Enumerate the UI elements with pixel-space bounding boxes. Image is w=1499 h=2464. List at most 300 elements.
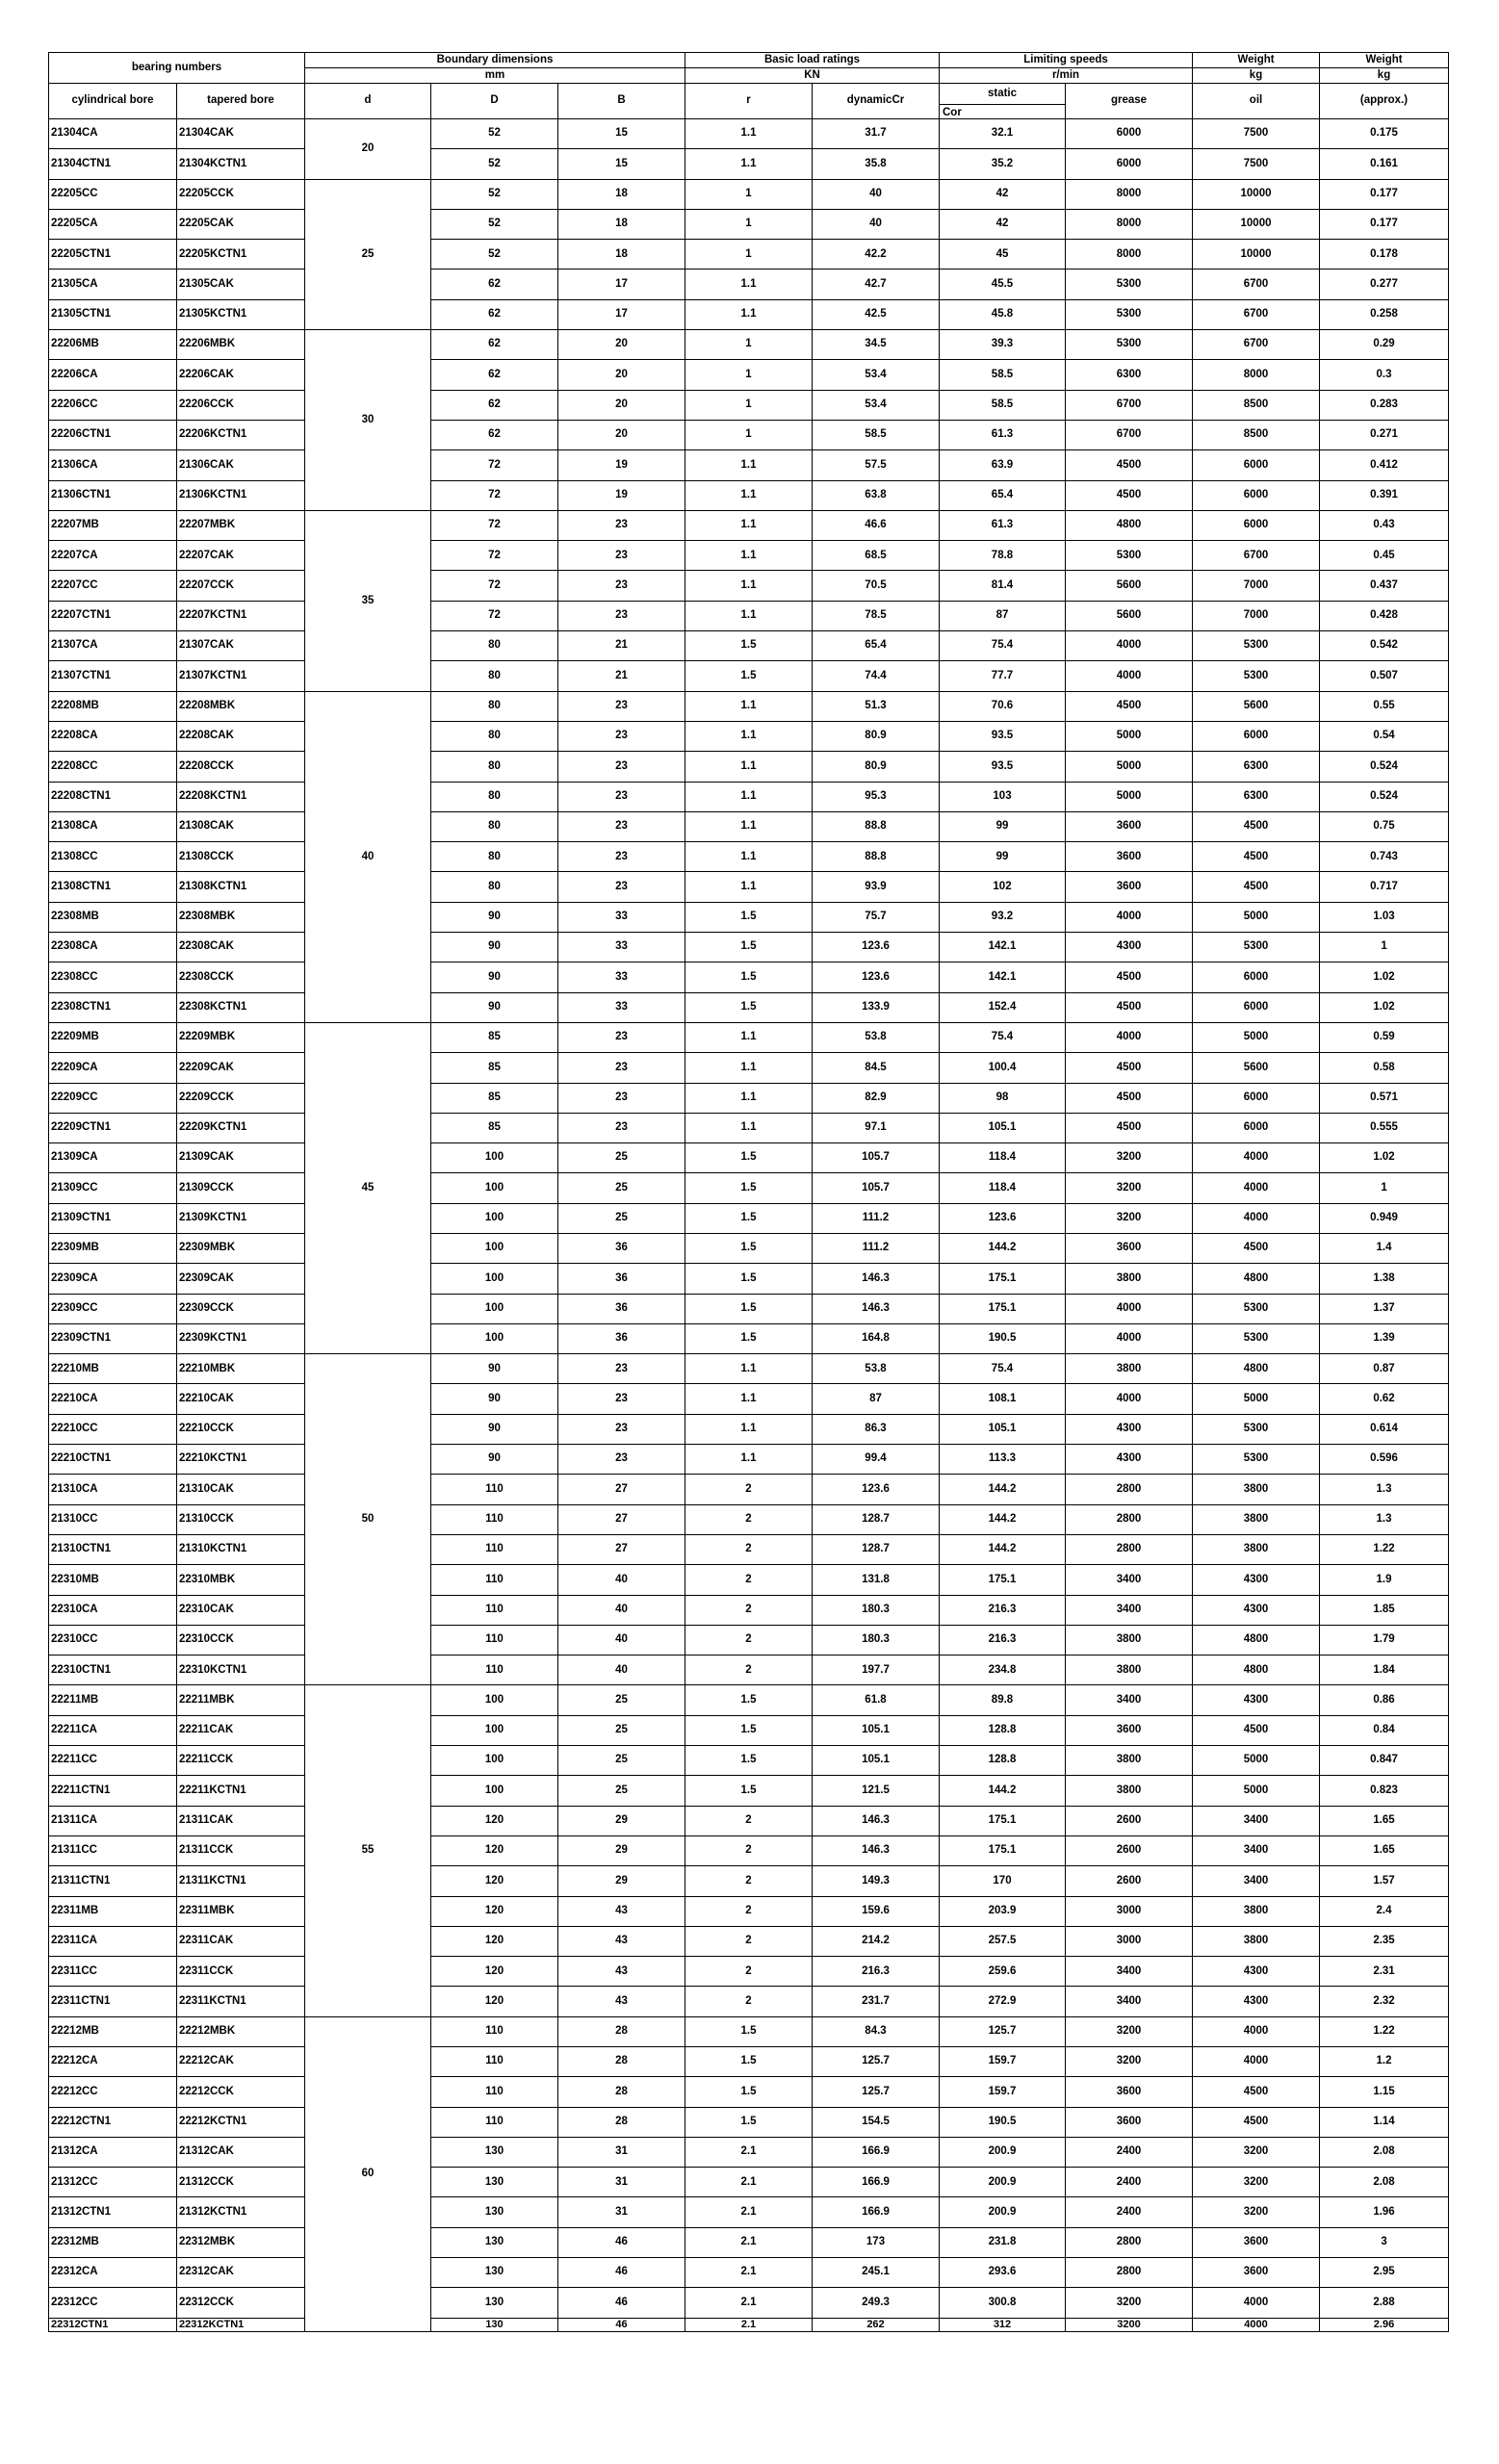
header-limiting-speeds: Limiting speeds <box>940 53 1193 68</box>
cell-chamfer-r: 1.1 <box>685 510 813 540</box>
cell-tapered-bore: 21305KCTN1 <box>177 299 305 329</box>
cell-oil-speed: 4800 <box>1193 1354 1320 1384</box>
cell-weight: 1.84 <box>1320 1656 1449 1685</box>
cell-outer-diameter: 100 <box>431 1203 558 1233</box>
cell-static-cor: 99 <box>940 811 1066 841</box>
cell-outer-diameter: 120 <box>431 1866 558 1896</box>
cell-oil-speed: 3800 <box>1193 1926 1320 1956</box>
cell-outer-diameter: 100 <box>431 1715 558 1745</box>
table-row <box>49 842 1449 872</box>
cell-static-cor: 39.3 <box>940 330 1066 360</box>
cell-outer-diameter: 100 <box>431 1143 558 1173</box>
cell-outer-diameter: 110 <box>431 1504 558 1534</box>
cell-oil-speed: 4300 <box>1193 1565 1320 1595</box>
cell-outer-diameter: 130 <box>431 2258 558 2288</box>
cell-cylindrical-bore: 21304CTN1 <box>49 149 177 179</box>
cell-outer-diameter: 85 <box>431 1113 558 1142</box>
cell-weight: 2.08 <box>1320 2137 1449 2167</box>
cell-oil-speed: 6000 <box>1193 962 1320 992</box>
cell-dynamic-cr: 123.6 <box>813 933 940 962</box>
cell-tapered-bore: 21309KCTN1 <box>177 1203 305 1233</box>
cell-static-cor: 32.1 <box>940 119 1066 149</box>
cell-chamfer-r: 1 <box>685 360 813 390</box>
cell-dynamic-cr: 216.3 <box>813 1957 940 1987</box>
cell-static-cor: 58.5 <box>940 360 1066 390</box>
cell-oil-speed: 7500 <box>1193 149 1320 179</box>
cell-static-cor: 312 <box>940 2318 1066 2331</box>
cell-outer-diameter: 110 <box>431 1565 558 1595</box>
cell-weight: 0.555 <box>1320 1113 1449 1142</box>
cell-cylindrical-bore: 22212CC <box>49 2077 177 2107</box>
cell-outer-diameter: 100 <box>431 1264 558 1294</box>
cell-static-cor: 200.9 <box>940 2137 1066 2167</box>
cell-dynamic-cr: 84.3 <box>813 2016 940 2046</box>
cell-width-b: 25 <box>558 1776 685 1806</box>
table-row <box>49 541 1449 571</box>
cell-outer-diameter: 72 <box>431 571 558 601</box>
col-weight-approx: (approx.) <box>1320 84 1449 119</box>
cell-tapered-bore: 21308CAK <box>177 811 305 841</box>
cell-chamfer-r: 1 <box>685 209 813 239</box>
cell-chamfer-r: 2.1 <box>685 2258 813 2288</box>
cell-outer-diameter: 100 <box>431 1173 558 1203</box>
cell-static-cor: 98 <box>940 1083 1066 1113</box>
cell-outer-diameter: 100 <box>431 1746 558 1776</box>
cell-static-cor: 35.2 <box>940 149 1066 179</box>
table-row <box>49 1926 1449 1956</box>
cell-cylindrical-bore: 21309CC <box>49 1173 177 1203</box>
cell-chamfer-r: 2.1 <box>685 2197 813 2227</box>
cell-oil-speed: 5300 <box>1193 1294 1320 1323</box>
cell-tapered-bore: 21312CCK <box>177 2168 305 2197</box>
cell-chamfer-r: 2 <box>685 1957 813 1987</box>
cell-static-cor: 234.8 <box>940 1656 1066 1685</box>
cell-dynamic-cr: 74.4 <box>813 661 940 691</box>
cell-static-cor: 108.1 <box>940 1384 1066 1414</box>
cell-chamfer-r: 1.1 <box>685 571 813 601</box>
cell-weight: 0.614 <box>1320 1414 1449 1444</box>
cell-dynamic-cr: 80.9 <box>813 721 940 751</box>
cell-dynamic-cr: 31.7 <box>813 119 940 149</box>
cell-dynamic-cr: 88.8 <box>813 842 940 872</box>
cell-cylindrical-bore: 21309CTN1 <box>49 1203 177 1233</box>
cell-outer-diameter: 90 <box>431 902 558 932</box>
cell-cylindrical-bore: 22206CA <box>49 360 177 390</box>
cell-dynamic-cr: 164.8 <box>813 1323 940 1353</box>
cell-outer-diameter: 62 <box>431 420 558 449</box>
cell-chamfer-r: 1.1 <box>685 1113 813 1142</box>
column-header-row <box>49 84 1449 119</box>
cell-static-cor: 216.3 <box>940 1595 1066 1625</box>
cell-oil-speed: 4500 <box>1193 2077 1320 2107</box>
cell-width-b: 21 <box>558 661 685 691</box>
table-row <box>49 390 1449 420</box>
cell-width-b: 31 <box>558 2168 685 2197</box>
cell-outer-diameter: 130 <box>431 2197 558 2227</box>
cell-outer-diameter: 72 <box>431 450 558 480</box>
cell-grease-speed: 4000 <box>1066 631 1193 661</box>
cell-dynamic-cr: 214.2 <box>813 1926 940 1956</box>
cell-dynamic-cr: 78.5 <box>813 601 940 630</box>
cell-static-cor: 75.4 <box>940 631 1066 661</box>
cell-static-cor: 103 <box>940 782 1066 811</box>
cell-chamfer-r: 1.5 <box>685 1323 813 1353</box>
cell-outer-diameter: 120 <box>431 1806 558 1835</box>
cell-cylindrical-bore: 22207CTN1 <box>49 601 177 630</box>
cell-chamfer-r: 1.1 <box>685 872 813 902</box>
table-row <box>49 1896 1449 1926</box>
cell-tapered-bore: 22311CAK <box>177 1926 305 1956</box>
cell-grease-speed: 4500 <box>1066 1113 1193 1142</box>
cell-weight: 0.412 <box>1320 450 1449 480</box>
cell-weight: 0.437 <box>1320 571 1449 601</box>
cell-grease-speed: 4800 <box>1066 510 1193 540</box>
cell-tapered-bore: 21308KCTN1 <box>177 872 305 902</box>
cell-oil-speed: 3400 <box>1193 1835 1320 1865</box>
cell-grease-speed: 8000 <box>1066 179 1193 209</box>
cell-dynamic-cr: 121.5 <box>813 1776 940 1806</box>
cell-chamfer-r: 1.5 <box>685 1143 813 1173</box>
cell-tapered-bore: 22209CCK <box>177 1083 305 1113</box>
cell-static-cor: 61.3 <box>940 510 1066 540</box>
cell-grease-speed: 4500 <box>1066 962 1193 992</box>
cell-static-cor: 100.4 <box>940 1053 1066 1083</box>
cell-cylindrical-bore: 22310MB <box>49 1565 177 1595</box>
cell-chamfer-r: 1.5 <box>685 661 813 691</box>
cell-chamfer-r: 1.1 <box>685 1354 813 1384</box>
cell-width-b: 36 <box>558 1233 685 1263</box>
cell-width-b: 36 <box>558 1323 685 1353</box>
cell-cylindrical-bore: 22312MB <box>49 2227 177 2257</box>
cell-static-cor: 42 <box>940 209 1066 239</box>
cell-dynamic-cr: 58.5 <box>813 420 940 449</box>
cell-tapered-bore: 22211CAK <box>177 1715 305 1745</box>
cell-tapered-bore: 22312CCK <box>177 2288 305 2318</box>
cell-oil-speed: 10000 <box>1193 240 1320 270</box>
cell-static-cor: 259.6 <box>940 1957 1066 1987</box>
table-row <box>49 450 1449 480</box>
cell-weight: 1.22 <box>1320 2016 1449 2046</box>
cell-weight: 1.02 <box>1320 962 1449 992</box>
cell-cylindrical-bore: 22205CA <box>49 209 177 239</box>
cell-tapered-bore: 22311KCTN1 <box>177 1987 305 2016</box>
cell-outer-diameter: 100 <box>431 1233 558 1263</box>
cell-outer-diameter: 120 <box>431 1987 558 2016</box>
cell-grease-speed: 3200 <box>1066 2318 1193 2331</box>
table-row <box>49 782 1449 811</box>
table-row <box>49 1534 1449 1564</box>
cell-cylindrical-bore: 21308CTN1 <box>49 872 177 902</box>
cell-tapered-bore: 22212MBK <box>177 2016 305 2046</box>
cell-grease-speed: 4000 <box>1066 1384 1193 1414</box>
cell-outer-diameter: 80 <box>431 691 558 721</box>
cell-cylindrical-bore: 21306CTN1 <box>49 480 177 510</box>
cell-width-b: 15 <box>558 149 685 179</box>
cell-chamfer-r: 1.1 <box>685 450 813 480</box>
cell-width-b: 17 <box>558 270 685 299</box>
cell-static-cor: 142.1 <box>940 962 1066 992</box>
cell-grease-speed: 3600 <box>1066 1233 1193 1263</box>
cell-static-cor: 93.5 <box>940 721 1066 751</box>
cell-tapered-bore: 22211MBK <box>177 1685 305 1715</box>
cell-width-b: 43 <box>558 1926 685 1956</box>
cell-width-b: 36 <box>558 1264 685 1294</box>
col-grease: grease <box>1066 84 1193 119</box>
cell-tapered-bore: 22206CCK <box>177 390 305 420</box>
cell-grease-speed: 3600 <box>1066 872 1193 902</box>
cell-cylindrical-bore: 22308MB <box>49 902 177 932</box>
cell-width-b: 15 <box>558 119 685 149</box>
unit-rmin: r/min <box>940 68 1193 84</box>
cell-static-cor: 70.6 <box>940 691 1066 721</box>
cell-weight: 0.62 <box>1320 1384 1449 1414</box>
cell-grease-speed: 3400 <box>1066 1957 1193 1987</box>
cell-chamfer-r: 2 <box>685 1896 813 1926</box>
cell-static-cor: 75.4 <box>940 1354 1066 1384</box>
cell-chamfer-r: 2 <box>685 1806 813 1835</box>
cell-chamfer-r: 1 <box>685 390 813 420</box>
cell-dynamic-cr: 123.6 <box>813 1475 940 1504</box>
cell-dynamic-cr: 86.3 <box>813 1414 940 1444</box>
cell-dynamic-cr: 40 <box>813 209 940 239</box>
cell-cylindrical-bore: 22212MB <box>49 2016 177 2046</box>
cell-static-cor: 125.7 <box>940 2016 1066 2046</box>
cell-cylindrical-bore: 22308CC <box>49 962 177 992</box>
cell-width-b: 40 <box>558 1565 685 1595</box>
cell-chamfer-r: 2 <box>685 1926 813 1956</box>
cell-width-b: 33 <box>558 933 685 962</box>
cell-tapered-bore: 22309CAK <box>177 1264 305 1294</box>
cell-cylindrical-bore: 22209CC <box>49 1083 177 1113</box>
table-row <box>49 420 1449 449</box>
cell-grease-speed: 5000 <box>1066 721 1193 751</box>
cell-tapered-bore: 21304CAK <box>177 119 305 149</box>
cell-outer-diameter: 85 <box>431 1083 558 1113</box>
cell-dynamic-cr: 111.2 <box>813 1203 940 1233</box>
table-row <box>49 721 1449 751</box>
cell-grease-speed: 3600 <box>1066 1715 1193 1745</box>
cell-weight: 2.31 <box>1320 1957 1449 1987</box>
cell-grease-speed: 4300 <box>1066 1445 1193 1475</box>
cell-tapered-bore: 21312CAK <box>177 2137 305 2167</box>
table-row <box>49 1656 1449 1685</box>
cell-weight: 0.54 <box>1320 721 1449 751</box>
cell-outer-diameter: 100 <box>431 1294 558 1323</box>
cell-weight: 0.391 <box>1320 480 1449 510</box>
cell-width-b: 25 <box>558 1746 685 1776</box>
cell-static-cor: 42 <box>940 179 1066 209</box>
cell-width-b: 17 <box>558 299 685 329</box>
cell-oil-speed: 3400 <box>1193 1866 1320 1896</box>
cell-dynamic-cr: 123.6 <box>813 962 940 992</box>
cell-grease-speed: 4000 <box>1066 1294 1193 1323</box>
cell-width-b: 33 <box>558 902 685 932</box>
cell-tapered-bore: 22208CAK <box>177 721 305 751</box>
cell-tapered-bore: 21310CAK <box>177 1475 305 1504</box>
cell-outer-diameter: 52 <box>431 209 558 239</box>
cell-dynamic-cr: 166.9 <box>813 2137 940 2167</box>
cell-grease-speed: 4500 <box>1066 1083 1193 1113</box>
cell-weight: 0.177 <box>1320 179 1449 209</box>
cell-bore-d: 40 <box>305 691 431 1022</box>
cell-dynamic-cr: 34.5 <box>813 330 940 360</box>
cell-grease-speed: 3200 <box>1066 2016 1193 2046</box>
cell-tapered-bore: 22206MBK <box>177 330 305 360</box>
cell-outer-diameter: 72 <box>431 541 558 571</box>
cell-width-b: 23 <box>558 1053 685 1083</box>
cell-outer-diameter: 130 <box>431 2168 558 2197</box>
cell-chamfer-r: 2.1 <box>685 2137 813 2167</box>
cell-oil-speed: 4500 <box>1193 811 1320 841</box>
cell-static-cor: 231.8 <box>940 2227 1066 2257</box>
cell-outer-diameter: 130 <box>431 2227 558 2257</box>
table-row <box>49 2227 1449 2257</box>
cell-chamfer-r: 1.1 <box>685 601 813 630</box>
cell-dynamic-cr: 105.7 <box>813 1143 940 1173</box>
cell-width-b: 29 <box>558 1835 685 1865</box>
cell-oil-speed: 3600 <box>1193 2227 1320 2257</box>
cell-width-b: 18 <box>558 240 685 270</box>
cell-width-b: 23 <box>558 1384 685 1414</box>
cell-static-cor: 45.5 <box>940 270 1066 299</box>
cell-weight: 1.4 <box>1320 1233 1449 1263</box>
cell-cylindrical-bore: 22311CC <box>49 1957 177 1987</box>
cell-width-b: 23 <box>558 872 685 902</box>
cell-outer-diameter: 80 <box>431 811 558 841</box>
cell-weight: 1.2 <box>1320 2047 1449 2077</box>
cell-width-b: 23 <box>558 782 685 811</box>
cell-oil-speed: 3200 <box>1193 2168 1320 2197</box>
cell-outer-diameter: 52 <box>431 179 558 209</box>
cell-dynamic-cr: 105.1 <box>813 1746 940 1776</box>
cell-tapered-bore: 22310MBK <box>177 1565 305 1595</box>
cell-width-b: 28 <box>558 2077 685 2107</box>
cell-weight: 0.949 <box>1320 1203 1449 1233</box>
cell-cylindrical-bore: 22205CTN1 <box>49 240 177 270</box>
cell-outer-diameter: 80 <box>431 782 558 811</box>
cell-cylindrical-bore: 22209CA <box>49 1053 177 1083</box>
cell-cylindrical-bore: 22210CA <box>49 1384 177 1414</box>
cell-dynamic-cr: 146.3 <box>813 1294 940 1323</box>
cell-static-cor: 93.2 <box>940 902 1066 932</box>
table-row <box>49 571 1449 601</box>
cell-outer-diameter: 110 <box>431 1475 558 1504</box>
cell-dynamic-cr: 180.3 <box>813 1625 940 1655</box>
cell-grease-speed: 5000 <box>1066 752 1193 782</box>
cell-static-cor: 175.1 <box>940 1294 1066 1323</box>
table-row <box>49 1806 1449 1835</box>
table-row <box>49 1776 1449 1806</box>
cell-chamfer-r: 1.5 <box>685 992 813 1022</box>
cell-static-cor: 123.6 <box>940 1203 1066 1233</box>
table-row <box>49 1957 1449 1987</box>
cell-cylindrical-bore: 22208CTN1 <box>49 782 177 811</box>
cell-width-b: 23 <box>558 691 685 721</box>
cell-width-b: 28 <box>558 2016 685 2046</box>
cell-chamfer-r: 2 <box>685 1475 813 1504</box>
cell-chamfer-r: 1.1 <box>685 842 813 872</box>
cell-weight: 2.4 <box>1320 1896 1449 1926</box>
table-row <box>49 360 1449 390</box>
cell-oil-speed: 4000 <box>1193 2016 1320 2046</box>
cell-cylindrical-bore: 22206CTN1 <box>49 420 177 449</box>
table-row <box>49 480 1449 510</box>
cell-outer-diameter: 85 <box>431 1022 558 1052</box>
table-row <box>49 510 1449 540</box>
cell-dynamic-cr: 166.9 <box>813 2168 940 2197</box>
cell-grease-speed: 4500 <box>1066 450 1193 480</box>
cell-grease-speed: 6000 <box>1066 119 1193 149</box>
cell-chamfer-r: 1 <box>685 330 813 360</box>
cell-dynamic-cr: 99.4 <box>813 1445 940 1475</box>
cell-dynamic-cr: 125.7 <box>813 2077 940 2107</box>
cell-tapered-bore: 22205CAK <box>177 209 305 239</box>
cell-tapered-bore: 22308MBK <box>177 902 305 932</box>
table-row <box>49 631 1449 661</box>
cell-oil-speed: 5300 <box>1193 1414 1320 1444</box>
cell-tapered-bore: 21307KCTN1 <box>177 661 305 691</box>
cell-cylindrical-bore: 21307CA <box>49 631 177 661</box>
cell-grease-speed: 2600 <box>1066 1835 1193 1865</box>
cell-oil-speed: 4800 <box>1193 1264 1320 1294</box>
cell-static-cor: 65.4 <box>940 480 1066 510</box>
cell-grease-speed: 2800 <box>1066 2258 1193 2288</box>
table-row <box>49 240 1449 270</box>
cell-static-cor: 61.3 <box>940 420 1066 449</box>
cell-cylindrical-bore: 22209MB <box>49 1022 177 1052</box>
cell-chamfer-r: 1.1 <box>685 1083 813 1113</box>
cell-oil-speed: 4300 <box>1193 1987 1320 2016</box>
cell-tapered-bore: 21304KCTN1 <box>177 149 305 179</box>
table-row <box>49 2137 1449 2167</box>
cell-tapered-bore: 22212CAK <box>177 2047 305 2077</box>
cell-cylindrical-bore: 21312CA <box>49 2137 177 2167</box>
cell-weight: 1.03 <box>1320 902 1449 932</box>
table-row <box>49 1173 1449 1203</box>
cell-width-b: 23 <box>558 541 685 571</box>
cell-width-b: 46 <box>558 2227 685 2257</box>
cell-weight: 1.57 <box>1320 1866 1449 1896</box>
cell-tapered-bore: 22209CAK <box>177 1053 305 1083</box>
header-row-1 <box>49 53 1449 68</box>
cell-tapered-bore: 22308CCK <box>177 962 305 992</box>
unit-mm: mm <box>305 68 685 84</box>
cell-outer-diameter: 90 <box>431 1445 558 1475</box>
cell-outer-diameter: 80 <box>431 752 558 782</box>
cell-weight: 0.59 <box>1320 1022 1449 1052</box>
cell-grease-speed: 6700 <box>1066 390 1193 420</box>
cell-static-cor: 200.9 <box>940 2197 1066 2227</box>
cell-chamfer-r: 2.1 <box>685 2227 813 2257</box>
cell-outer-diameter: 110 <box>431 1656 558 1685</box>
cell-width-b: 23 <box>558 510 685 540</box>
cell-dynamic-cr: 68.5 <box>813 541 940 571</box>
cell-dynamic-cr: 262 <box>813 2318 940 2331</box>
cell-dynamic-cr: 146.3 <box>813 1806 940 1835</box>
cell-cylindrical-bore: 21311CTN1 <box>49 1866 177 1896</box>
cell-static-cor: 200.9 <box>940 2168 1066 2197</box>
table-row <box>49 872 1449 902</box>
cell-grease-speed: 4300 <box>1066 933 1193 962</box>
cell-chamfer-r: 1.1 <box>685 541 813 571</box>
cell-weight: 0.177 <box>1320 209 1449 239</box>
table-row <box>49 179 1449 209</box>
cell-grease-speed: 3800 <box>1066 1656 1193 1685</box>
cell-weight: 2.32 <box>1320 1987 1449 2016</box>
cell-weight: 1.02 <box>1320 1143 1449 1173</box>
cell-chamfer-r: 1.5 <box>685 2077 813 2107</box>
cell-static-cor: 144.2 <box>940 1475 1066 1504</box>
